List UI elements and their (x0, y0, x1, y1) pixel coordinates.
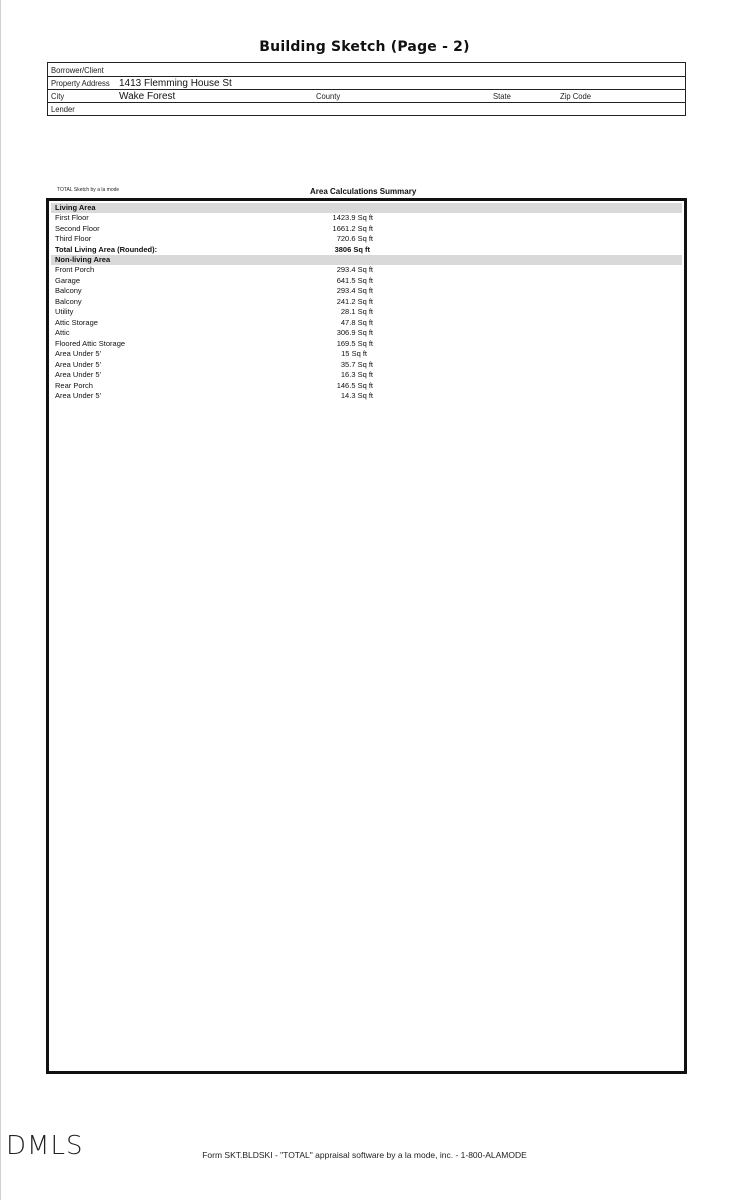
list-item (55, 328, 675, 338)
row-label: Area Under 5' (55, 359, 102, 369)
row-label: Attic Storage (55, 317, 98, 327)
row-value: 169.5 Sq ft (336, 338, 373, 348)
total-living-label: Total Living Area (Rounded): (55, 244, 158, 254)
county-label: County (316, 91, 341, 101)
sketch-credit: TOTAL Sketch by a la mode (57, 187, 120, 193)
address-label: Property Address (51, 78, 110, 88)
list-item (55, 349, 675, 359)
list-item (55, 339, 675, 349)
list-item (55, 318, 675, 328)
row-value: 720.6 Sq ft (336, 234, 373, 243)
city-value: Wake Forest (119, 91, 176, 102)
row-value: 14.3 Sq ft (340, 391, 373, 400)
row-value: 641.5 Sq ft (336, 275, 373, 285)
living-area-header: Living Area (51, 203, 682, 213)
row-value: 146.5 Sq ft (336, 380, 373, 390)
row-label: Rear Porch (55, 380, 93, 390)
property-header-table (47, 62, 686, 116)
list-item (55, 265, 675, 275)
list-item (55, 391, 675, 401)
lender-label: Lender (51, 104, 75, 114)
row-label: Area Under 5' (55, 370, 102, 379)
list-item (55, 234, 675, 244)
row-value: 293.4 Sq ft (336, 265, 373, 274)
row-label: Front Porch (55, 265, 95, 274)
summary-title: Area Calculations Summary (310, 187, 417, 196)
row-label: Floored Attic Storage (55, 338, 126, 348)
borrower-row (48, 63, 685, 77)
list-item (55, 286, 675, 296)
list-item (55, 307, 675, 317)
row-label: Area Under 5' (55, 391, 102, 400)
row-label: First Floor (55, 213, 89, 222)
list-item (55, 276, 675, 286)
address-row (48, 76, 685, 90)
row-value: 47.8 Sq ft (340, 317, 373, 327)
city-label: City (51, 91, 65, 101)
row-value: 16.3 Sq ft (340, 370, 373, 379)
nonliving-area-header: Non-living Area (51, 255, 682, 265)
page-title: Building Sketch (Page - 2) (259, 39, 470, 55)
form-footer: Form SKT.BLDSKI - "TOTAL" appraisal software by a la mode, inc. - 1-800-ALAMODE (202, 1150, 527, 1160)
address-value: 1413 Flemming House St (119, 78, 232, 89)
area-summary-box (46, 198, 687, 1074)
row-label: Attic (55, 328, 70, 337)
row-label: Utility (55, 307, 74, 316)
row-label: Balcony (55, 286, 82, 295)
row-label: Garage (55, 275, 81, 285)
dmls-logo: DMLS (6, 1131, 84, 1161)
borrower-label: Borrower/Client (51, 65, 104, 75)
total-living-value: 3806 Sq ft (334, 244, 370, 254)
page-edge-rule (0, 0, 1, 1200)
row-value: 35.7 Sq ft (340, 359, 373, 369)
row-value: 1423.9 Sq ft (332, 213, 373, 222)
total-living-row (55, 245, 675, 255)
list-item (55, 370, 675, 380)
list-item (55, 297, 675, 307)
row-value: 293.4 Sq ft (336, 286, 373, 295)
row-value: 1661.2 Sq ft (332, 223, 373, 233)
list-item (55, 224, 675, 234)
zip-label: Zip Code (560, 91, 592, 101)
row-label: Second Floor (55, 223, 100, 233)
row-value: 15 Sq ft (341, 349, 367, 358)
row-label: Third Floor (55, 234, 92, 243)
list-item (55, 213, 675, 223)
row-label: Area Under 5' (55, 349, 102, 358)
row-value: 28.1 Sq ft (340, 307, 373, 316)
list-item (55, 360, 675, 370)
list-item (55, 381, 675, 391)
lender-row (48, 102, 685, 115)
state-label: State (493, 91, 511, 101)
row-value: 241.2 Sq ft (336, 296, 373, 306)
row-value: 306.9 Sq ft (336, 328, 373, 337)
row-label: Balcony (55, 296, 82, 306)
city-row (48, 89, 685, 103)
